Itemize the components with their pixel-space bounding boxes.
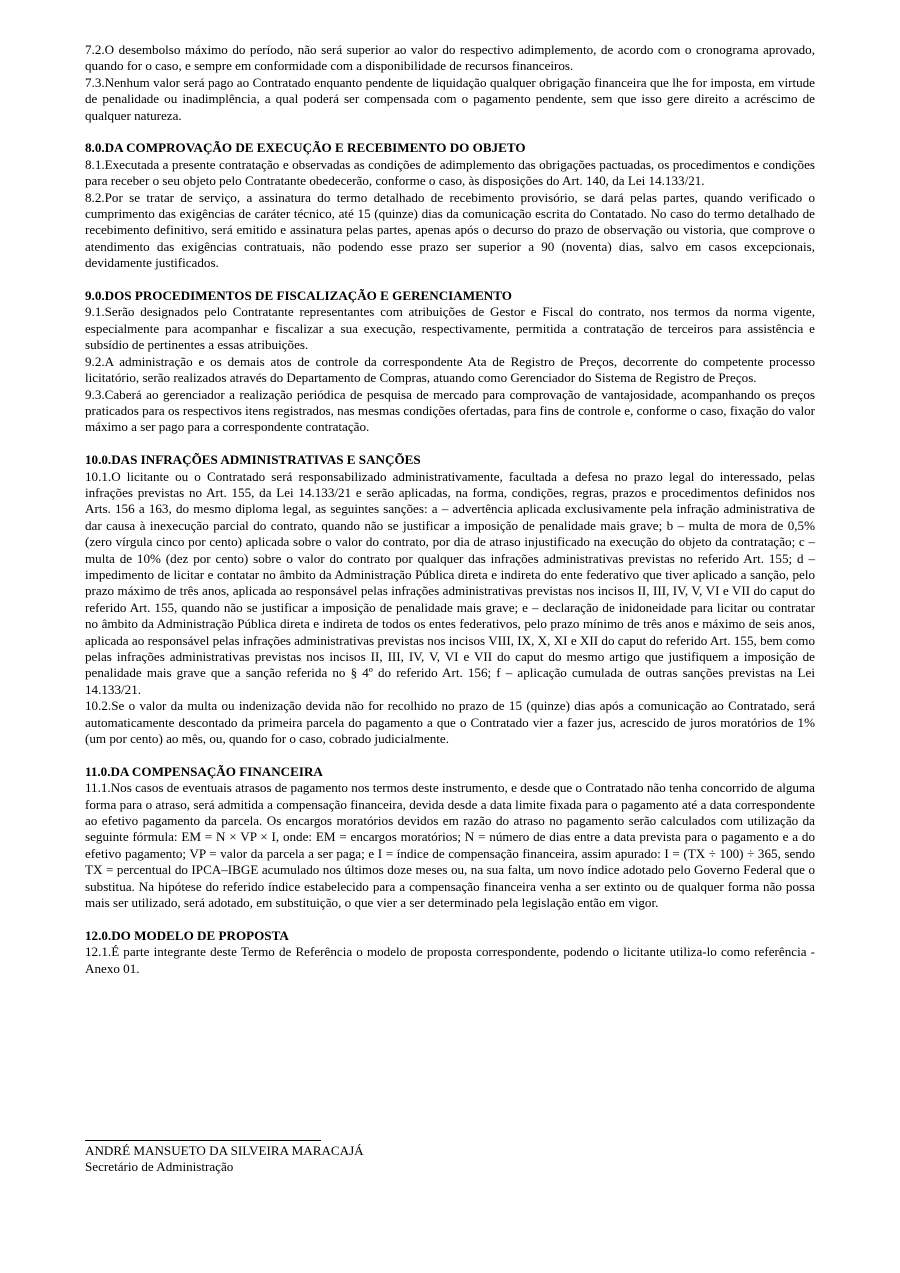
- signature-line: [85, 1140, 321, 1141]
- paragraph-8-1: 8.1.Executada a presente contratação e observadas as condições de adimplemento das obrigações pactuadas, os procedimentos e condições para receber o seu objeto pelo Contratante obedecerão, conforme o caso, às disposições do Art. 140, da Lei 14.133/21.: [85, 156, 815, 189]
- signature-block: [85, 1140, 364, 1176]
- section-11: [85, 764, 815, 912]
- section-8: [85, 140, 815, 271]
- paragraph-7-2: 7.2.O desembolso máximo do período, não será superior ao valor do respectivo adimplemento, de acordo com o cronograma aprovado, quando for o caso, e sempre em conformidade com a disponibilidade de recursos financeiros.: [85, 42, 815, 74]
- paragraph-9-2: 9.2.A administração e os demais atos de controle da correspondente Ata de Registro de Preços, decorrente do competente processo licitatório, serão realizados através do Departamento de Compras, atuando como Gerenciador do Sistema de Registro de Preços.: [85, 353, 815, 386]
- section-8-title: 8.0.DA COMPROVAÇÃO DE EXECUÇÃO E RECEBIMENTO DO OBJETO: [85, 140, 526, 156]
- section-10: [85, 452, 815, 747]
- signatory-name: ANDRÉ MANSUETO DA SILVEIRA MARACAJÁ: [85, 1143, 364, 1158]
- section-12: [85, 928, 815, 977]
- paragraph-9-1: 9.1.Serão designados pelo Contratante representantes com atribuições de Gestor e Fiscal do contrato, nos termos da norma vigente, especialmente para acompanhar e fiscalizar a sua execução, respectivamente, permitida a contratação de terceiros para assistência e subsídio de pertinentes a essas atribuições.: [85, 304, 815, 353]
- paragraph-10-2: 10.2.Se o valor da multa ou indenização devida não for recolhido no prazo de 15 (quinze) dias após a comunicação ao Contratado, será automaticamente descontado da primeira parcela do pagamento a que o Contratado vier a fazer jus, acrescido de juros moratórios de 1% (um por cento) ao mês, ou, quando for o caso, cobrado judicialmente.: [85, 698, 815, 747]
- section-12-title: 12.0.DO MODELO DE PROPOSTA: [85, 927, 289, 943]
- section-9-title: 9.0.DOS PROCEDIMENTOS DE FISCALIZAÇÃO E GERENCIAMENTO: [85, 288, 512, 304]
- paragraph-10-1: 10.1.O licitante ou o Contratado será responsabilizado administrativamente, facultada a defesa no prazo legal do interessado, pelas infrações previstas no Art. 155, da Lei 14.133/21 e serão aplicadas, na forma, condições, regras, prazos e procedimentos definidos nos Arts. 156 a 163, do mesmo diploma legal, as seguintes sanções: a – advertência aplicada exclusivamente pela infração administrativa de dar causa à inexecução parcial do contrato, quando não se justificar a imposição de penalidade mais grave; b – multa de mora de 0,5% (zero vírgula cinco por cento) aplicada sobre o valor do contrato, por dia de atraso injustificado na execução do objeto da contratação; c – multa de 10% (dez por cento) sobre o valor do contrato por qualquer das infrações administrativas previstas no referido Art. 155; d – impedimento de licitar e contatar no âmbito da Administração Pública direta e indireta do ente federativo que tiver aplicado a sanção, pelo prazo máximo de três anos, aplicada ao responsável pelas infrações administrativas previstas nos incisos II, III, IV, V, VI e VII do caput do referido Art. 155, quando não se justificar a imposição de penalidade mais grave; e – declaração de inidoneidade para licitar ou contratar no âmbito da Administração Pública direta e indireta de todos os entes federativos, pelo prazo mínimo de três anos e máximo de seis anos, aplicada ao responsável pelas infrações administrativas previstas nos incisos VIII, IX, X, XI e XII do caput do referido Art. 155, bem como pelas infrações administrativas previstas nos incisos II, III, IV, V, VI e VII do caput do mesmo artigo que justifiquem a imposição de penalidade mais grave que a sanção referida no § 4º do referido Art. 156; f – aplicação cumulada de outras sanções previstas na Lei 14.133/21.: [85, 468, 815, 697]
- paragraph-7-3: 7.3.Nenhum valor será pago ao Contratado enquanto pendente de liquidação qualquer obrigação financeira que lhe for imposta, em virtude de penalidade ou inadimplência, a qual poderá ser compensada com o pagamento pendente, sem que isso gere direito a acréscimo de qualquer natureza.: [85, 74, 815, 123]
- signatory-role: Secretário de Administração: [85, 1159, 234, 1175]
- paragraph-9-3: 9.3.Caberá ao gerenciador a realização periódica de pesquisa de mercado para comprovação de vantajosidade, acompanhando os preços praticados para os respectivos itens registrados, nas mesmas condições ofertadas, para fins de controle e, conforme o caso, fixação do valor máximo a ser pago para a correspondente contratação.: [85, 386, 815, 435]
- section-10-title: 10.0.DAS INFRAÇÕES ADMINISTRATIVAS E SANÇÕES: [85, 452, 421, 468]
- paragraph-12-1: 12.1.É parte integrante deste Termo de Referência o modelo de proposta correspondente, podendo o licitante utiliza-lo como referência - Anexo 01.: [85, 944, 815, 976]
- section-9: [85, 288, 815, 436]
- section-11-title: 11.0.DA COMPENSAÇÃO FINANCEIRA: [85, 763, 323, 779]
- paragraph-11-1: 11.1.Nos casos de eventuais atrasos de pagamento nos termos deste instrumento, e desde que o Contratado não tenha concorrido de alguma forma para o atraso, será admitida a compensação financeira, devida desde a data limite fixada para o pagamento até a data correspondente ao efetivo pagamento da parcela. Os encargos moratórios devidos em razão do atraso no pagamento serão calculados com utilização da seguinte fórmula: EM = N × VP × I, onde: EM = encargos moratórios; N = número de dias entre a data prevista para o pagamento e a do efetivo pagamento; VP = valor da parcela a ser paga; e I = índice de compensação financeira, assim apurado: I = (TX ÷ 100) ÷ 365, sendo TX = percentual do IPCA–IBGE acumulado nos últimos doze meses ou, na sua falta, um novo índice adotado pelo Governo Federal que o substitua. Na hipótese do referido índice estabelecido para a compensação financeira venha a ser extinto ou de qualquer forma não possa mais ser utilizado, será adotado, em substituição, o que vier a ser determinado pela legislação então em vigor.: [85, 780, 815, 911]
- paragraph-8-2: 8.2.Por se tratar de serviço, a assinatura do termo detalhado de recebimento provisório, se dará pelas partes, quando verificado o cumprimento das exigências de caráter técnico, até 15 (quinze) dias da comunicação escrita do Contatado. No caso do termo detalhado de recebimento definitivo, será emitido e assinatura pelas partes, apenas após o decurso do prazo de observação ou vistoria, que comprove o atendimento das exigências contratuais, não podendo esse prazo ser superior a 90 (noventa) dias, salvo em casos excepcionais, devidamente justificados.: [85, 189, 815, 271]
- section-7-continuation: [85, 42, 815, 124]
